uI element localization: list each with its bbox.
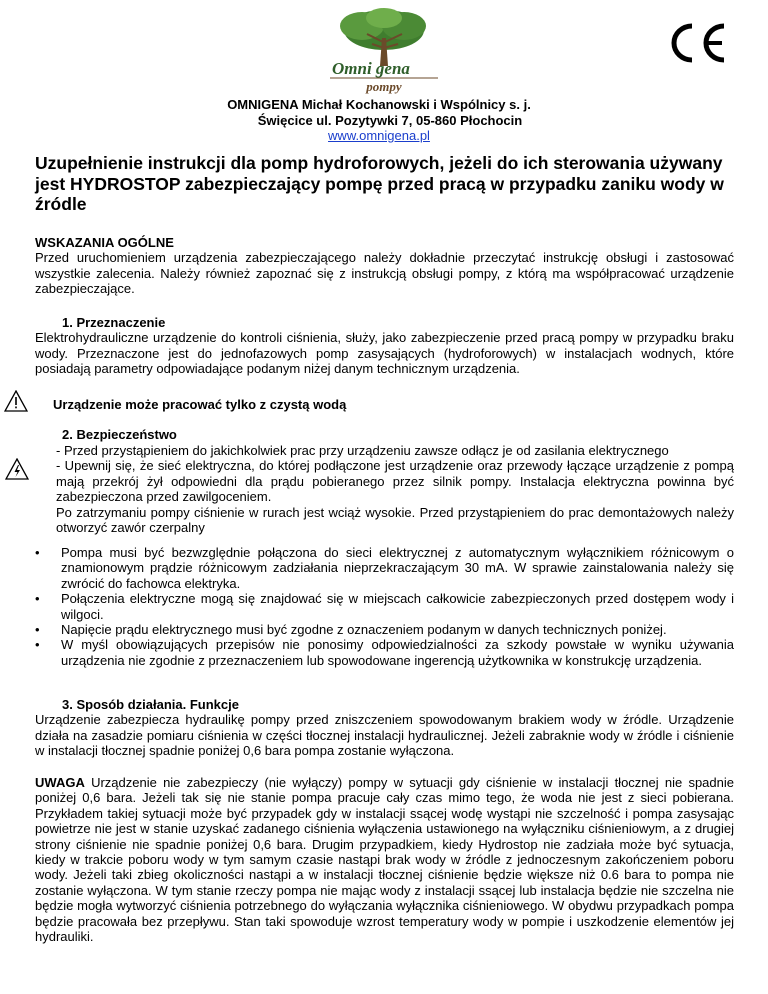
note-text: Urządzenie nie zabezpieczy (nie wyłączy) pompy w sytuacji gdy ciśnienie w instalacji tłocznej nie spadnie poniżej 0,6 bara. Jeżeli tak się nie stanie pompa pracuje cały czas mimo tego, że woda nie jest z sieci pobierana. Przykładem takiej sytuacji może być przypadek gdy w instalacji ssącej wodę wystąpi nie szczelność i pompa zasysając powietrze nie jest w stanie uzyskać zadanego ciśnienia wyłączenia ustawionego na wyłączniku ciśnieniowym, a z drugiej strony ciśnienie nie spadnie poniżej 0,6 bara. Drugim przypadkiem, kiedy Hydrostop nie zadziała może być sytuacja, kiedy w trakcie poboru wody w tym samym czasie nastąpi brak wody w źródle z jednoczesnym zakończeniem poboru wody. Jeżeli taki zbieg okoliczności nastąpi a w instalacji tłocznej ciśnienie będzie większe niż 0.6 bara to pompa nie zostanie wyłączona. W tym stanie rzeczy pompa nie mając wody z instalacji ssącej lub instalacja będzie nie szczelna nie będzie mogła wytworzyć ciśnienia potrzebnego do wyłączania wyłącznika ciśnieniowego. W obydwu przypadkach pompa będzie pracowała bez przepływu. Stan taki spowoduje wzrost temperatury wody w pompie i uszkodzenie elementów jej hydrauliki. [35,775,734,945]
safety-bullet-list [35,545,734,668]
list-item: • Napięcie prądu elektrycznego musi być zgodne z oznaczeniem podanym w danych technicznych poniżej. [35,622,667,638]
svg-text:CE: CE [668,22,670,23]
note-paragraph [35,775,734,944]
list-item: • W myśl obowiązujących przepisów nie ponosimy odpowiedzialności za szkody powstałe w wyniku używania urządzenia nie zgodnie z przeznaczeniem lub spowodowane ingerencją użytkownika w konstrukcję urządzenia. [35,637,734,668]
general-section [35,235,734,297]
section2-heading: 2. Bezpieczeństwo [62,427,177,442]
safety-line-1: - Przed przystąpieniem do jakichkolwiek prac przy urządzeniu zawsze odłącz je od zasilania elektrycznego [56,443,669,458]
general-text: Przed uruchomieniem urządzenia zabezpieczającego należy dokładnie przeczytać instrukcję obsługi i zastosować wszystkie zalecenia. Należy również zapoznać się z instrukcją obsługi pompy, z którą ma współpracować urządzenie zabezpieczające. [35,250,734,297]
ce-mark-icon [668,22,730,64]
general-heading: WSKAZANIA OGÓLNE [35,235,174,250]
section1-heading: 1. Przeznaczenie [62,315,166,330]
tree-icon [340,8,426,66]
company-website-line [0,128,763,143]
section-purpose [35,315,734,377]
section-operation [35,697,734,759]
note-section [35,775,734,944]
logo-subtext: pompy [366,79,402,94]
company-address: Święcice ul. Pozytywki 7, 05-860 Płochocin [257,113,523,128]
section3-text: Urządzenie zabezpiecza hydraulikę pompy przed zniszczeniem spowodowanym brakiem wody w źródle. Urządzenie działa na zasadzie pomiaru ciśnienia w części tłocznej instalacji hydraulicznej. Jeżeli zabraknie wody w źródle i ciśnienie w instalacji tłocznej spadnie poniżej 0,6 bara pompa zostanie wyłączona. [35,712,734,759]
section3-heading: 3. Sposób działania. Funkcje [62,697,239,712]
note-label: UWAGA [35,775,85,790]
company-name: OMNIGENA Michał Kochanowski i Wspólnicy s. j. [227,97,531,112]
list-item: • Pompa musi być bezwzględnie połączona do sieci elektrycznej z automatycznym wyłącznikiem różnicowym o znamionowym prądzie różnicowym zadziałania nieprzekraczającym 30 mA. W sprawie zainstalowania należy się zwrócić do fachowca elektryka. [35,545,734,591]
safety-line-3: Po zatrzymaniu pompy ciśnienie w rurach jest wciąż wysokie. Przed przystąpieniem do prac demontażowych należy otworzyć zawór czerpalny [56,504,734,536]
electric-hazard-icon [5,458,29,480]
logo-text: Omni gena [332,59,410,78]
section-safety [35,427,734,442]
document-title: Uzupełnienie instrukcji dla pomp hydroforowych, jeżeli do ich sterowania używany jest HYDROSTOP zabezpieczający pompę przed pracą w przypadku zaniku wody w źródle [35,153,724,214]
omnigena-logo [312,8,456,94]
website-link[interactable]: www.omnigena.pl [328,128,430,143]
list-item: • Połączenia elektryczne mogą się znajdować się w miejscach całkowicie zabezpieczonych przed dostępem wody i wilgoci. [35,591,734,622]
clean-water-warning: Urządzenie może pracować tylko z czystą wodą [53,397,347,412]
safety-line-2: - Upewnij się, że sieć elektryczna, do której podłączone jest urządzenie oraz przewody łączące urządzenie z pompą mają przekrój żył odpowiedni dla prądu pobieranego przez silnik pompy. Instalacja elektryczna powinna być zabezpieczona przed zawilgoceniem. [56,458,734,505]
safety-text [56,443,734,535]
section1-text: Elektrohydrauliczne urządzenie do kontroli ciśnienia, służy, jako zabezpieczenie przed pracą pompy w przypadku braku wody. Przeznaczone jest do jednofazowych pomp zasysających (hydroforowych) w instalacjach wodnych, które posiadają parametry odpowiadające podanym niżej danym technicznym urządzenia. [35,330,734,377]
warning-triangle-icon [4,390,28,412]
